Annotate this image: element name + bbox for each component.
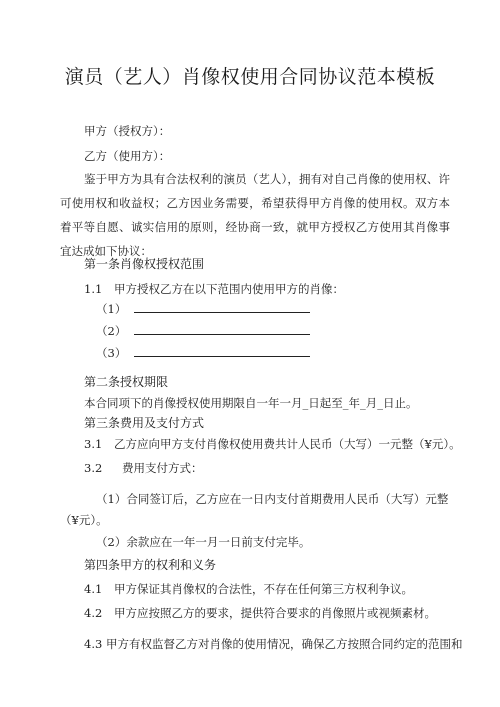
- item-number: （1）: [96, 302, 127, 316]
- clause-text: 甲方有权监督乙方对肖像的使用情况，确保乙方按照合同约定的范围和: [106, 637, 463, 651]
- clause-text: 费用支付方式：: [122, 461, 203, 475]
- document-title: 演员（艺人）肖像权使用合同协议范本模板: [64, 66, 436, 88]
- article4-heading: 第四条甲方的权利和义务: [84, 558, 217, 572]
- party-b-line: 乙方（使用方）：: [84, 149, 171, 163]
- clause-4-3: [84, 637, 463, 651]
- payment-item-1-line2: （¥元）。: [60, 513, 108, 527]
- clause-1-1: [84, 282, 344, 296]
- clause-3-1: [84, 437, 461, 451]
- payment-item-2: （2）余款应在一年一月一日前支付完毕。: [96, 535, 311, 549]
- scope-item-1: [96, 302, 310, 316]
- clause-number: 3.2: [84, 461, 103, 475]
- item-number: （3）: [96, 346, 127, 360]
- payment-item-1-line1: （1）合同签订后，乙方应在一日内支付首期费用人民币（大写）元整: [96, 492, 449, 506]
- preamble-paragraph: 鉴于甲方为具有合法权利的演员（艺人），拥有对自己肖像的使用权、许可使用权和收益权；乙方因业务需要，希望获得甲方肖像的使用权。双方本着平等自愿、诚实信用的原则，经协商一致，就甲方授权乙方使用其肖像事宜达成如下协议：: [60, 172, 450, 258]
- blank-line: [134, 302, 310, 313]
- clause-number: 3.1: [84, 437, 103, 451]
- clause-text: 乙方应向甲方支付肖像权使用费共计人民币（大写）一元整（¥元）。: [114, 437, 461, 451]
- clause-number: 4.2: [84, 606, 103, 620]
- clause-4-2: [84, 606, 436, 620]
- blank-line: [134, 324, 310, 335]
- clause-text: 甲方授权乙方在以下范围内使用甲方的肖像：: [114, 282, 344, 296]
- scope-item-2: [96, 324, 310, 338]
- article2-text: 本合同项下的肖像授权使用期限自一年一月_日起至_年_月_日止。: [84, 396, 418, 410]
- clause-number: 4.3: [84, 637, 103, 651]
- clause-text: 甲方应按照乙方的要求，提供符合要求的肖像照片或视频素材。: [114, 606, 436, 620]
- clause-number: 1.1: [84, 282, 103, 296]
- scope-item-3: [96, 346, 310, 360]
- clause-3-2: [84, 461, 203, 475]
- clause-number: 4.1: [84, 582, 103, 596]
- article1-heading: 第一条肖像权授权范围: [84, 257, 205, 271]
- article2-heading: 第二条授权期限: [84, 375, 169, 389]
- article3-heading: 第三条费用及支付方式: [84, 416, 205, 430]
- party-a-line: 甲方（授权方）：: [84, 124, 171, 138]
- blank-line: [134, 346, 310, 357]
- clause-text: 甲方保证其肖像权的合法性，不存在任何第三方权利争议。: [114, 582, 413, 596]
- clause-4-1: [84, 582, 413, 596]
- item-number: （2）: [96, 324, 127, 338]
